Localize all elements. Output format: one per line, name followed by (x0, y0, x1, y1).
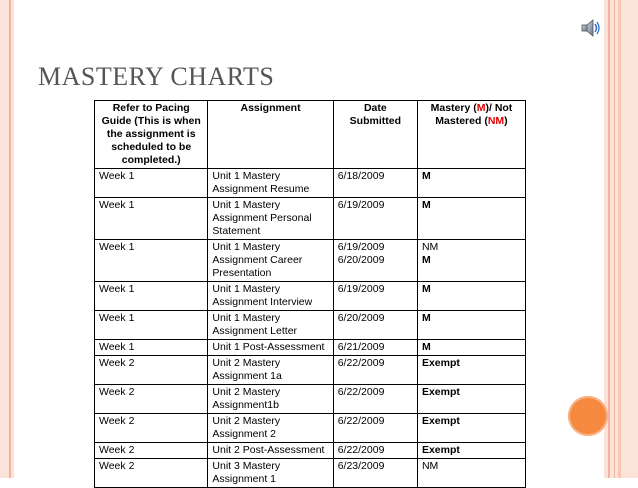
date-text: 6/19/2009 (338, 241, 413, 254)
week-text: Week 1 (99, 283, 203, 296)
assignment-text: Unit 1 Mastery Assignment Letter (212, 312, 328, 338)
assignment-cell (208, 169, 333, 198)
week-cell (95, 311, 208, 340)
assignment-cell (208, 198, 333, 240)
assignment-text: Unit 3 Mastery Assignment 1 (212, 460, 328, 486)
assignment-text: Unit 2 Mastery Assignment 1a (212, 357, 328, 383)
date-text: 6/22/2009 (338, 444, 413, 457)
date-text: 6/18/2009 (338, 170, 413, 183)
date-cell (333, 385, 417, 414)
date-cell (333, 282, 417, 311)
week-cell (95, 414, 208, 443)
header-mastery-suffix: ) (504, 115, 508, 127)
week-text: Week 2 (99, 444, 203, 457)
mastery-cell (417, 443, 525, 459)
left-decorative-rail (0, 0, 14, 478)
date-text: 6/22/2009 (338, 386, 413, 399)
date-text: 6/20/2009 (338, 312, 413, 325)
assignment-cell (208, 443, 333, 459)
date-cell (333, 311, 417, 340)
decorative-orange-circle (568, 396, 608, 436)
slide-title: MASTERY CHARTS (38, 62, 274, 92)
assignment-text: Unit 2 Mastery Assignment 2 (212, 415, 328, 441)
assignment-cell (208, 385, 333, 414)
mastery-text-2: M (422, 254, 521, 267)
date-text: 6/19/2009 (338, 199, 413, 212)
week-text: Week 1 (99, 199, 203, 212)
table-row (95, 443, 526, 459)
week-cell (95, 240, 208, 282)
date-cell (333, 443, 417, 459)
mastery-text: M (422, 341, 521, 354)
right-decorative-rail (604, 0, 638, 478)
assignment-text: Unit 2 Mastery Assignment1b (212, 386, 328, 412)
mastery-cell (417, 311, 525, 340)
mastery-text: Exempt (422, 386, 521, 399)
date-cell (333, 414, 417, 443)
date-text: 6/22/2009 (338, 357, 413, 370)
assignment-text: Unit 1 Mastery Assignment Interview (212, 283, 328, 309)
mastery-text: M (422, 283, 521, 296)
mastery-text: Exempt (422, 415, 521, 428)
mastery-text: NM (422, 241, 521, 254)
week-cell (95, 385, 208, 414)
week-cell (95, 443, 208, 459)
table-row (95, 282, 526, 311)
date-cell (333, 198, 417, 240)
week-text: Week 1 (99, 341, 203, 354)
mastery-cell (417, 356, 525, 385)
table-row (95, 169, 526, 198)
week-cell (95, 340, 208, 356)
week-text: Week 2 (99, 415, 203, 428)
mastery-cell (417, 385, 525, 414)
mastery-cell (417, 340, 525, 356)
week-text: Week 2 (99, 357, 203, 370)
table-row (95, 198, 526, 240)
table-row (95, 311, 526, 340)
mastery-text: M (422, 170, 521, 183)
week-cell (95, 198, 208, 240)
week-text: Week 1 (99, 170, 203, 183)
week-cell (95, 169, 208, 198)
mastery-table (94, 100, 526, 488)
mastery-cell (417, 459, 525, 488)
date-text-2: 6/20/2009 (338, 254, 413, 267)
table-row (95, 356, 526, 385)
mastery-cell (417, 282, 525, 311)
mastery-text: M (422, 312, 521, 325)
table-row (95, 414, 526, 443)
assignment-text: Unit 2 Post-Assessment (212, 444, 328, 457)
assignment-cell (208, 340, 333, 356)
table-header-row (95, 101, 526, 169)
date-cell (333, 459, 417, 488)
header-mastery (417, 101, 525, 169)
assignment-cell (208, 311, 333, 340)
table-row (95, 240, 526, 282)
assignment-cell (208, 414, 333, 443)
week-cell (95, 459, 208, 488)
mastery-cell (417, 240, 525, 282)
header-mastery-m: M (477, 102, 486, 114)
week-text: Week 2 (99, 460, 203, 473)
header-date: Date Submitted (333, 101, 417, 169)
speaker-icon[interactable] (578, 16, 602, 40)
assignment-text: Unit 1 Mastery Assignment Career Presentation (212, 241, 328, 280)
mastery-text: NM (422, 460, 521, 473)
assignment-cell (208, 356, 333, 385)
table-row (95, 459, 526, 488)
date-text: 6/23/2009 (338, 460, 413, 473)
date-text: 6/22/2009 (338, 415, 413, 428)
mastery-text: M (422, 199, 521, 212)
mastery-cell (417, 169, 525, 198)
mastery-cell (417, 414, 525, 443)
week-cell (95, 282, 208, 311)
header-assignment: Assignment (208, 101, 333, 169)
assignment-cell (208, 282, 333, 311)
mastery-text: Exempt (422, 444, 521, 457)
date-text: 6/19/2009 (338, 283, 413, 296)
header-mastery-mid: )/ Not Mastered ( (435, 102, 512, 127)
date-cell (333, 340, 417, 356)
week-text: Week 1 (99, 241, 203, 254)
date-text: 6/21/2009 (338, 341, 413, 354)
assignment-cell (208, 459, 333, 488)
table-row (95, 340, 526, 356)
header-mastery-nm: NM (488, 115, 504, 127)
week-text: Week 2 (99, 386, 203, 399)
table-row (95, 385, 526, 414)
week-cell (95, 356, 208, 385)
assignment-cell (208, 240, 333, 282)
assignment-text: Unit 1 Mastery Assignment Resume (212, 170, 328, 196)
date-cell (333, 240, 417, 282)
assignment-text: Unit 1 Mastery Assignment Personal Statement (212, 199, 328, 238)
assignment-text: Unit 1 Post-Assessment (212, 341, 328, 354)
header-pacing: Refer to Pacing Guide (This is when the assignment is scheduled to be completed.) (95, 101, 208, 169)
date-cell (333, 169, 417, 198)
date-cell (333, 356, 417, 385)
mastery-text: Exempt (422, 357, 521, 370)
week-text: Week 1 (99, 312, 203, 325)
mastery-cell (417, 198, 525, 240)
header-mastery-prefix: Mastery ( (431, 102, 477, 114)
